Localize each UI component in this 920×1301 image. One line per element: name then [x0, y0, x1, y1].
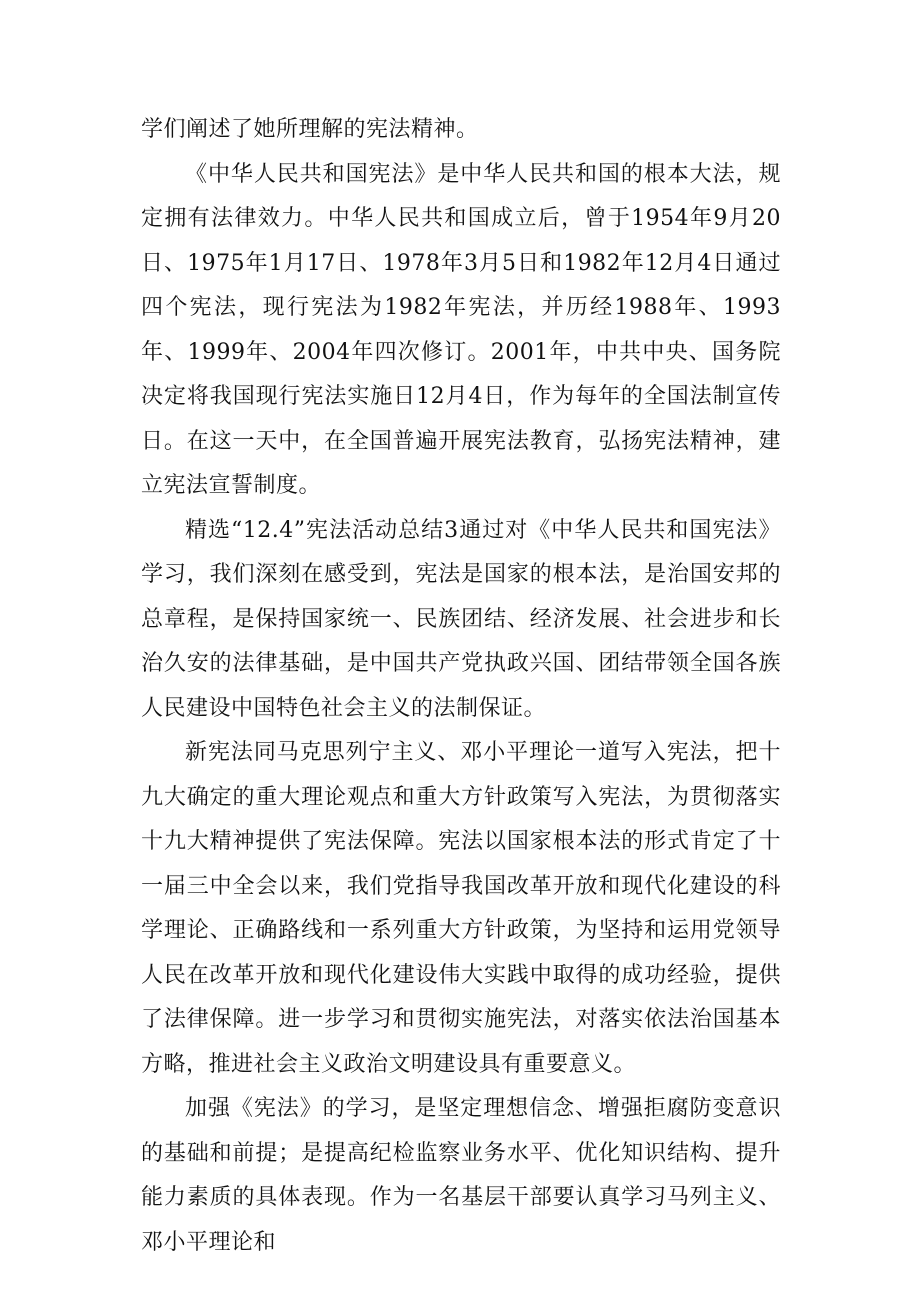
paragraph-strengthen-study: 加强《宪法》的学习，是坚定理想信念、增强拒腐防变意识的基础和前提；是提高纪检监察业务水平、优化知识结构、提升能力素质的具体表现。作为一名基层干部要认真学习马列主义、邓小平理论和 [141, 1096, 781, 1255]
paragraph-constitution-overview: 《中华人民共和国宪法》是中华人民共和国的根本大法，规定拥有法律效力。中华人民共和国成立后，曾于1954年9月20日、1975年1月17日、1978年3月5日和1982年12月4日通过四个宪法，现行宪法为1982年宪法，并历经1988年、1993年、1999年、2004年四次修订。2001年，中共中央、国务院决定将我国现行宪法实施日12月4日，作为每年的全国法制宣传日。在这一天中，在全国普遍开展宪法教育，弘扬宪法精神，建立宪法宣誓制度。 [141, 161, 781, 498]
paragraph-continuation: 学们阐述了她所理解的宪法精神。 [141, 117, 479, 142]
paragraph-new-constitution: 新宪法同马克思列宁主义、邓小平理论一道写入宪法，把十九大确定的重大理论观点和重大方针政策写入宪法，为贯彻落实十九大精神提供了宪法保障。宪法以国家根本法的形式肯定了十一届三中全会以来，我们党指导我国改革开放和现代化建设的科学理论、正确路线和一系列重大方针政策，为坚持和运用党领导人民在改革开放和现代化建设伟大实践中取得的成功经验，提供了法律保障。进一步学习和贯彻实施宪法，对落实依法治国基本方略，推进社会主义政治文明建设具有重要意义。 [141, 740, 781, 1077]
document-body [141, 108, 781, 1265]
paragraph-activity-summary-3: 精选“12.4”宪法活动总结3通过对《中华人民共和国宪法》学习，我们深刻在感受到，宪法是国家的根本法，是治国安邦的总章程，是保持国家统一、民族团结、经济发展、社会进步和长治久安的法律基础，是中国共产党执政兴国、团结带领全国各族人民建设中国特色社会主义的法制保证。 [141, 517, 781, 721]
